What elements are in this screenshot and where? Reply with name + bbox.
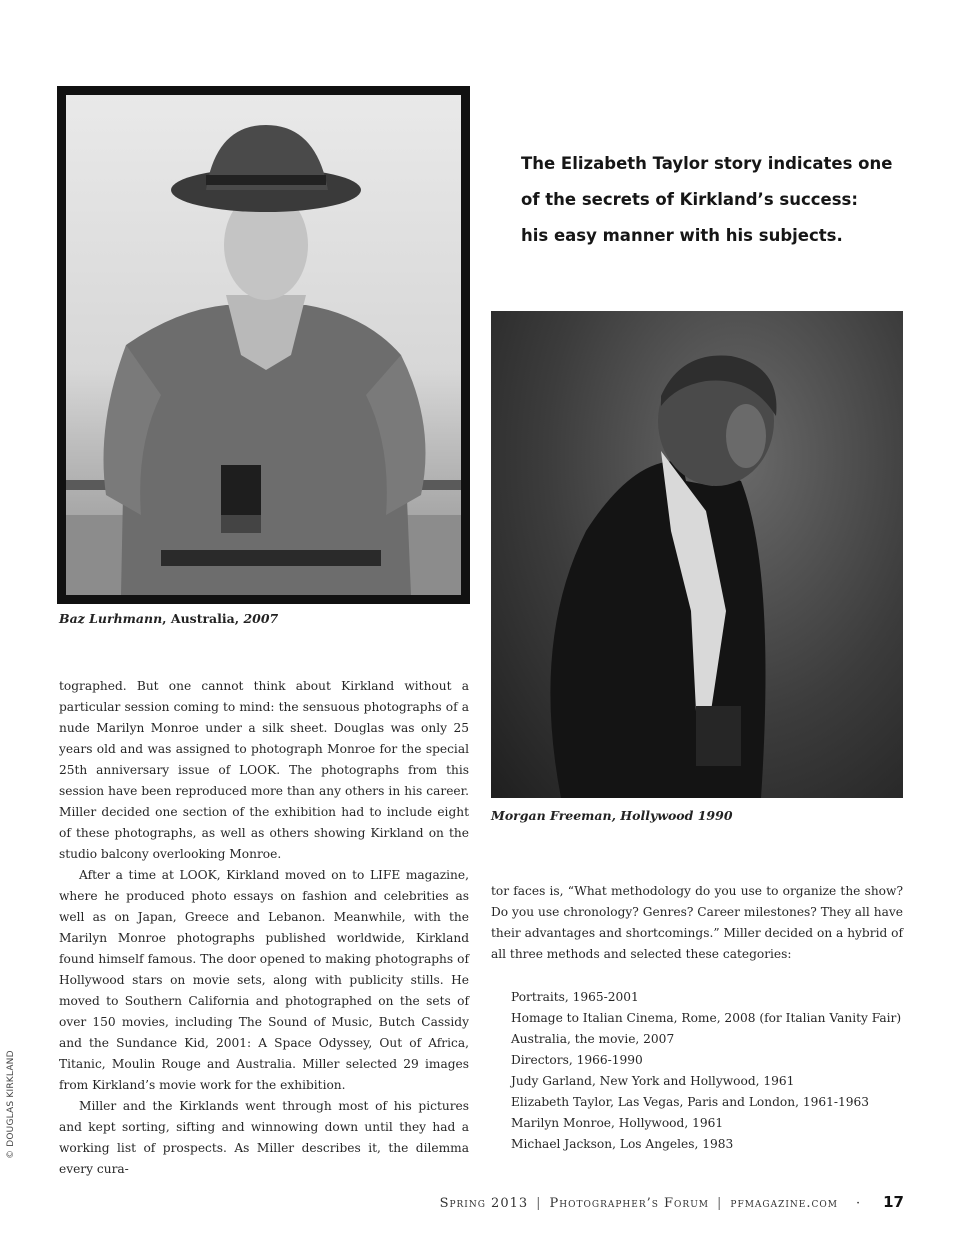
page-number: 17 [883, 1193, 904, 1211]
footer-site: pfmagazine.com [730, 1196, 838, 1211]
footer-bullet: · [855, 1196, 862, 1211]
portrait-illustration [66, 95, 461, 595]
footer-magazine: Photographer’s Forum [549, 1196, 710, 1211]
photo-baz-lurhmann [57, 86, 470, 604]
portrait-illustration [491, 311, 903, 798]
caption-subject: Baz Lurhmann [59, 611, 163, 626]
paragraph: After a time at LOOK, Kirkland moved on to LIFE magazine, where he produced photo essays on fashion and celebrities as well as on Japan, Greece and Lebanon. Meanwhile, with the Marilyn Monroe photographs published worldwide, Kirkland found himself famous. The door opened to making photographs of Hollywood stars on movie sets, along with publicity stills. He moved to Southern California and photographed on the sets of over 150 movies, including The Sound of Music, Butch Cassidy and the Sundance Kid, 2001: A Space Odyssey, Out of Africa, Titanic, Moulin Rouge and Australia. Miller selected 29 images from Kirkland’s movie work for the exhibition. [59, 868, 469, 1092]
photo2-caption: Morgan Freeman, Hollywood 1990 [491, 808, 733, 823]
photo1-caption [59, 611, 278, 626]
caption-place: , Australia, [162, 611, 244, 626]
list-item: Michael Jackson, Los Angeles, 1983 [511, 1137, 734, 1151]
paragraph: tographed. But one cannot think about Kirkland without a particular session coming to mind: the sensuous photographs of a nude Marilyn Monroe under a silk sheet. Douglas was only 25 years old and was assigned to photograph Monroe for the special 25th anniversary issue of LOOK. The photographs from this session have been reproduced more than any others in his career. Miller decided one section of the exhibition had to include eight of these photographs, as well as others showing Kirkland on the studio balcony overlooking Monroe. [59, 679, 469, 861]
list-item: Directors, 1966-1990 [511, 1053, 643, 1067]
list-item: Marilyn Monroe, Hollywood, 1961 [511, 1116, 724, 1130]
page-footer [440, 1193, 904, 1211]
caption-year: 2007 [243, 611, 279, 626]
list-item: Homage to Italian Cinema, Rome, 2008 (for Italian Vanity Fair) [511, 1011, 902, 1025]
footer-separator: | [536, 1196, 542, 1211]
footer-issue: Spring 2013 [439, 1196, 529, 1211]
paragraph: tor faces is, “What methodology do you use to organize the show? Do you use chronology? Genres? Career milestones? They all have their advantages and shortcomings.” Miller decided on a hybrid of all three methods and selected these categories: [491, 884, 903, 961]
list-item: Australia, the movie, 2007 [511, 1032, 675, 1046]
list-item: Judy Garland, New York and Hollywood, 1961 [511, 1074, 795, 1088]
body-column-left [59, 676, 469, 1180]
list-item: Elizabeth Taylor, Las Vegas, Paris and London, 1961-1963 [511, 1095, 869, 1109]
photo-morgan-freeman [491, 311, 903, 798]
pull-quote-line: his easy manner with his subjects. [521, 226, 843, 245]
photo-credit: © DOUGLAS KIRKLAND [6, 1050, 16, 1159]
pull-quote [521, 146, 901, 254]
paragraph: Miller and the Kirklands went through most of his pictures and kept sorting, sifting and winnowing down until they had a working list of prospects. As Miller describes it, the dilemma every cura- [59, 1099, 469, 1176]
category-list [511, 987, 906, 1155]
list-item: Portraits, 1965-2001 [511, 990, 639, 1004]
pull-quote-line: of the secrets of Kirkland’s success: [521, 190, 858, 209]
footer-separator: | [717, 1196, 723, 1211]
pull-quote-line: The Elizabeth Taylor story indicates one [521, 154, 893, 173]
body-column-right [491, 881, 903, 965]
